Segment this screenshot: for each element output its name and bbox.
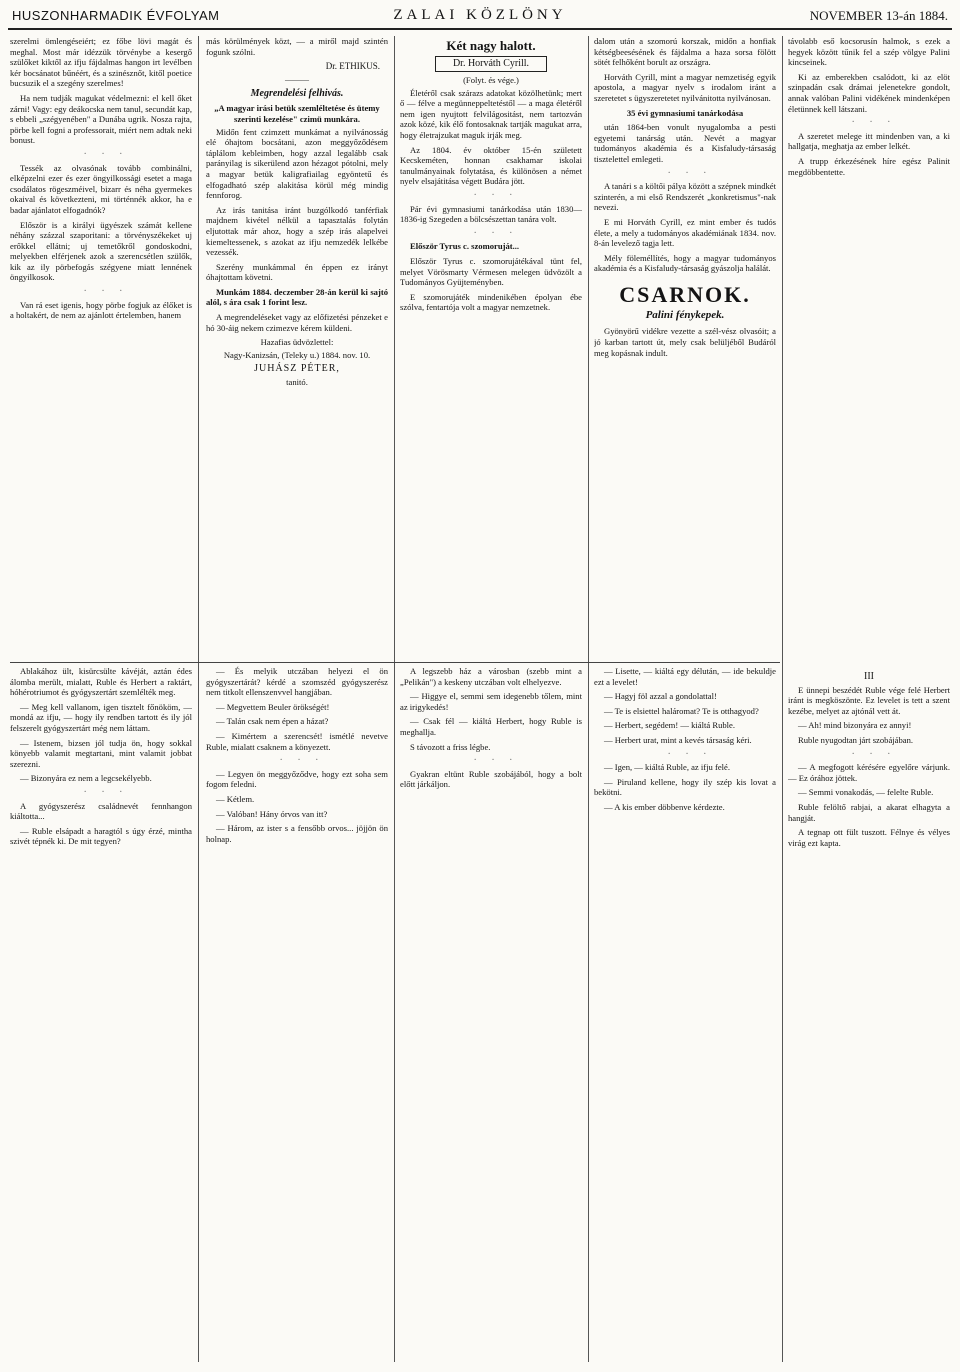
article-paragraph: után 1864-ben vonult nyugalomba a pesti egyetemi tanárság után. Nevét a magyar tudományos akadémia és a Kisfaludy-társaság tisztelettel emlegeti.	[594, 122, 776, 164]
column-divider	[394, 36, 395, 1362]
text-omitted-marker: · · ·	[473, 227, 519, 239]
article-paragraph: E mi Horváth Cyrill, ez mint ember és tudós élete, a mely a tudományos akadémiának 1834. nov. 8-án levelező tagja lett.	[594, 216, 776, 249]
article-paragraph: dalom után a szomorú korszak, midőn a honfiak kétségbeesésének és fájdalma a haza sorsa fölött sötét felhőként borult az országra.	[594, 36, 776, 68]
article-paragraph: Gyönyörű vidékre vezette a szél-vész olvasóit; a jó karban tartott út, mely csak belüljéből Budáról meg kopásnak indult.	[594, 326, 776, 358]
article-continuation-note: (Folyt. és vége.)	[463, 75, 519, 85]
article-paragraph: A szeretet melege itt mindenben van, a ki hallgatja, meghatja az ember lelkét.	[788, 130, 950, 152]
feuilleton-column-5	[788, 666, 950, 852]
section-rubric-subtitle: Palini fénykepek.	[645, 308, 725, 321]
feuilleton-paragraph: A legszebb ház a városban (szebb mint a „Pelikán") a keskeny utczában volt elhelyezve.	[400, 666, 582, 687]
announcement-subtitle: „A magyar irási betük szemléltetése és ütemy szerinti kezelése" czimü munkára.	[214, 103, 380, 124]
author-name: JUHÁSZ PÉTER,	[254, 363, 340, 375]
article-paragraph: Midőn fent czimzett munkámat a nyilvánosság elé óhajtom bocsátani, azon meggyőződésem táplálom kebleimben, hogy azzal legalább csak parányilag is sikerülend azon hézagot pótolni, mely a magyar betük kaligrafiailag egyöntetű és elfogadható szép alakitása körül még mindig fennforog.	[206, 126, 388, 201]
text-omitted-marker: · · ·	[851, 117, 897, 129]
article-paragraph: Ki az emberekben csalódott, ki az elöt szinpadán csak drámai jelenetekre gondolt, annak valóban Palini vidékének mindenképen életünnek kell látszani.	[788, 71, 950, 114]
article-paragraph: Az irás tanitása iránt buzgólkodó tanférfiak majdnem kivétel nélkül a tapasztalás folytán eljutottak már ahoz, hogy a szép irás alapelvei kiemeltessenek, s azokat az ifju nemzedék lelkébe vezessék.	[206, 204, 388, 258]
feuilleton-paragraph: — Igen, — kiáltá Ruble, az ifju felé.	[604, 762, 730, 773]
section-rubric: CSARNOK.	[619, 281, 751, 307]
article-subheading: Először Tyrus c. szomoruját...	[410, 241, 520, 252]
feuilleton-paragraph: S távozott a friss légbe.	[410, 741, 491, 752]
article-paragraph: A tanári s a költői pálya között a szépnek mindkét szinterén, a mi első Rendszerét „konkretismus"-nak nevezi.	[594, 181, 776, 213]
author-role: tanitó.	[286, 377, 308, 388]
article-paragraph: távolabb eső kocsorusín halmok, s ezek a hegyek között tűnik fel a szép völgye Palini kincseinek.	[788, 36, 950, 68]
text-omitted-marker: · · ·	[473, 755, 519, 767]
column-4	[594, 36, 776, 1362]
feuilleton-paragraph: — Higgye el, semmi sem idegenebb tőlem, mint az irigykedés!	[400, 691, 582, 712]
article-paragraph: Pár évi gymnasiumi tanárkodása után 1830—1836-ig Szegeden a bölcsészettan tanára volt.	[400, 203, 582, 225]
greeting: Hazafias üdvözlettel:	[260, 337, 334, 348]
article-paragraph: Tessék az olvasónak tovább combinálni, elképzelni ezer és ezer öngyilkossági esetet a maga csodálatos rögeszméivel, bizarr és néha gyermekes okaival és következteni, mi történnék akkor, ha e badar ajánlatot elfogadnók?	[10, 162, 192, 215]
column-divider	[588, 36, 589, 1362]
feuilleton-paragraph: — Ruble elsápadt a haragtól s úgy érzé, mintha szivét tépnék ki. De mit tegyen?	[10, 825, 192, 847]
article-paragraph: A trupp érkezésének híre egész Palinit megdöbbentette.	[788, 155, 950, 177]
feuilleton-paragraph: — Piruland kellene, hogy ily szép kis lovat a bekötni.	[594, 776, 776, 798]
feuilleton-paragraph: A gyógyszerész családnevét fennhangon kiáltotta...	[10, 800, 192, 822]
price-notice: Munkám 1884. deczember 28-án kerül ki sajtó alól, s ára csak 1 forint lesz.	[206, 286, 388, 308]
feuilleton-column-3	[400, 666, 582, 794]
feuilleton-paragraph: — Meg kell vallanom, igen tisztelt főnököm, — mondá az ifju, — hogy ily rendben tartott és ily jól felszerelt gyógyszertárt még nem láttam.	[10, 701, 192, 733]
feuilleton-paragraph: — Ah! mind bizonyára ez annyi!	[798, 720, 912, 731]
volume-label: HUSZONHARMADIK ÉVFOLYAM	[12, 8, 220, 23]
feuilleton-paragraph: Ruble felöltő rabjai, a akarat elhagyta a hangját.	[788, 801, 950, 823]
feuilleton-column-2	[206, 666, 388, 848]
feuilleton-paragraph: — A kis ember döbbenve kérdezte.	[604, 801, 725, 812]
feuilleton-paragraph: — Herbert urat, mint a kevés társaság kéri.	[604, 734, 752, 745]
feuilleton-paragraph: — Istenem, bizsen jól tudja ön, hogy sokkal könyebb valamit megtartani, mint valamit jobbat szerezni.	[10, 737, 192, 769]
text-omitted-marker: · · ·	[667, 167, 713, 179]
feuilleton-paragraph: — Három, az ister s a fensőbb orvos... jöjjön ön holnap.	[206, 823, 388, 844]
feuilleton-paragraph: E ünnepi beszédét Ruble vége felé Herbert iránt is megköszönte. Ez levelet is tett a szent kezébe, melyet az ajtónál vett át.	[788, 684, 950, 716]
feuilleton-paragraph: — Hagyj föl azzal a gondolattal!	[604, 691, 717, 702]
article-subject-box: Dr. Horváth Cyrill.	[435, 56, 547, 72]
article-paragraph: Életéről csak szárazs adatokat közölhetünk; mert ő — félve a megünneppeltetéstől — a maga életéről nem igen nyujtott felvilágositást, nem tartozván azok közé, kik élő fontosaknak tartják magukat arra, hogy életrajzukat maguk irják meg.	[400, 87, 582, 140]
article-paragraph: A megrendeléseket vagy az előfizetési pénzeket e hó 30-áig nekem czimezve kérem küldeni.	[206, 312, 388, 333]
article-subheading: 35 évi gymnasiumi tanárkodása	[626, 107, 744, 118]
feuilleton-paragraph: — Lisette, — kiáltá egy délután, — ide bekuldje ezt a levelet!	[594, 666, 776, 687]
article-title: Két nagy halott.	[446, 38, 536, 53]
column-5	[788, 36, 950, 1362]
article-paragraph: más körülmények közt, — a miről majd szintén fogunk szólni.	[206, 36, 388, 57]
feuilleton-paragraph: — Herbert, segédem! — kiáltá Ruble.	[604, 720, 736, 731]
feuilleton-paragraph: Gyakran eltünt Ruble szobájából, hogy a bolt előtt járkáljon.	[400, 768, 582, 790]
separator: ———	[285, 74, 309, 84]
article-paragraph: Szerény munkámmal én éppen ez irányt óhajtottam követni.	[206, 261, 388, 283]
article-signature: Dr. ETHIKUS.	[325, 61, 380, 72]
text-omitted-marker: · · ·	[83, 286, 129, 298]
feuilleton-paragraph: — Bizonyára ez nem a legcsekélyebb.	[20, 773, 152, 784]
column-3	[400, 36, 582, 1362]
feuilleton-paragraph: — Te is elsiettel haláromat? Te is otthagyod?	[604, 705, 759, 716]
chapter-numeral: III	[864, 671, 874, 682]
text-omitted-marker: · · ·	[83, 786, 129, 798]
article-paragraph: Az 1804. év október 15-én született Kecskeméten, honnan csakhamar iskolai tanulmányainak folytatása, és különösen a német nyelv elsajátitása végett Budára jött.	[400, 144, 582, 187]
feuilleton-column-1	[10, 666, 192, 851]
article-paragraph: Van rá eset igenis, hogy pörbe fogjuk az élőket is a holtakért, de nem az ajánlott értelemben, hanem	[10, 299, 192, 321]
newspaper-title: ZALAI KÖZLÖNY	[393, 7, 567, 23]
issue-date: NOVEMBER 13-án 1884.	[809, 8, 948, 23]
feuilleton-paragraph: — Talán csak nem épen a házat?	[216, 716, 329, 727]
article-paragraph: Először Tyrus c. szomorujátékával tünt fel, melyet Vörösmarty Vérmesen melegen üdvözölt a Tudományos Gyüjteményben.	[400, 255, 582, 288]
feuilleton-paragraph: — Valóban! Hány órvos van itt?	[216, 808, 328, 819]
article-paragraph: Először is a királyi ügyészek számát kellene néhány százzal szaporitani: a törvényszékeket uj erőkkel ellátni; uj temetőkről gondoskodni, melyekben elférjenek azok a szerencsétlen szülők, kik az ily pörbefogás szégyene miatt lennének öngyilkosok.	[10, 219, 192, 283]
column-1	[10, 36, 192, 1362]
feuilleton-paragraph: — Megvettem Beuler örökségét!	[216, 701, 330, 712]
article-paragraph: E szomorujáték mindenikében épolyan ébe szólva, fentartója volt a magyar nemzetnek.	[400, 291, 582, 313]
column-divider	[782, 36, 783, 1362]
text-omitted-marker: · · ·	[473, 189, 519, 201]
column-divider	[198, 36, 199, 1362]
feuilleton-paragraph: Ruble nyugodtan járt szobájában.	[798, 734, 914, 745]
feuilleton-paragraph: — Semmi vonakodás, — felelte Ruble.	[798, 787, 934, 798]
feuilleton-paragraph: — Csak fél — kiáltá Herbert, hogy Ruble is meghallja.	[400, 716, 582, 737]
masthead	[8, 6, 952, 30]
feuilleton-paragraph: — És melyik utczában helyezi el ön gyógyszertárát? kérdé a szomszéd gyógyszerész nem titkolt ellenszenvvel hangjában.	[206, 666, 388, 698]
column-2	[206, 36, 388, 1362]
feuilleton-paragraph: — Kétlem.	[216, 793, 255, 804]
feuilleton-paragraph: A tegnap ott fült tuszott. Félnye és vélyes virág ezt kapta.	[788, 827, 950, 848]
article-paragraph: Horváth Cyrill, mint a magyar nemzetiség egyik apostola, a magyar nyelv s irodalom iránt a szeretetet s ügyszeretetet nyilvánitotta nyilvánosan.	[594, 71, 776, 103]
feuilleton-column-4	[594, 666, 776, 817]
article-paragraph: Mély föleméllítés, hogy a magyar tudományos akadémia és a Kisfaludy-társaság gyászolja halálát.	[594, 252, 776, 274]
announcement-title: Megrendelési felhivás.	[250, 88, 344, 100]
article-paragraph: szerelmi ömlengéseiért; ez főbe lövi magát és meghal. Most már idézzük törvénybe a kesergő szülőket kiktől az ifju fájdalmas hangon irt levélben kér bocsánatot bűnéért, és a szinésznőt, kitől poetice bucsuzik el a szegény szerelmes!	[10, 36, 192, 89]
text-omitted-marker: · · ·	[83, 148, 129, 160]
dateline: Nagy-Kanizsán, (Teleky u.) 1884. nov. 10.	[223, 349, 371, 360]
text-omitted-marker: · · ·	[851, 748, 897, 760]
article-paragraph: Ha nem tudják magukat védelmezni: el kell őket zárni! Vagy: egy deákocska nem tanul, secundát kap, s ebbeli „szégyenében" a Dunába ugrik. Nosza rajta, pörbe kell fogni a professorait, miért nem adtak neki bonust.	[10, 92, 192, 146]
feuilleton-paragraph: Ablakához ült, kisürcsülte kávéját, aztán édes álomba merült, mialatt, Ruble és Herbert a raktárt, hóhérotriumot és gyógyszertárt szemlélték meg.	[10, 666, 192, 698]
feuilleton-paragraph: — Kimértem a szerencsét! ismétlé nevetve Ruble, mialatt csaknem a könyezett.	[206, 730, 388, 752]
feuilleton-paragraph: — Legyen ön meggyőződve, hogy ezt soha sem fogom feledni.	[206, 768, 388, 790]
text-omitted-marker: · · ·	[667, 748, 713, 760]
feuilleton-paragraph: — A megfogott kérésére egyelőre várjunk. — Ez órához jöttek.	[788, 762, 950, 783]
text-omitted-marker: · · ·	[279, 755, 325, 767]
